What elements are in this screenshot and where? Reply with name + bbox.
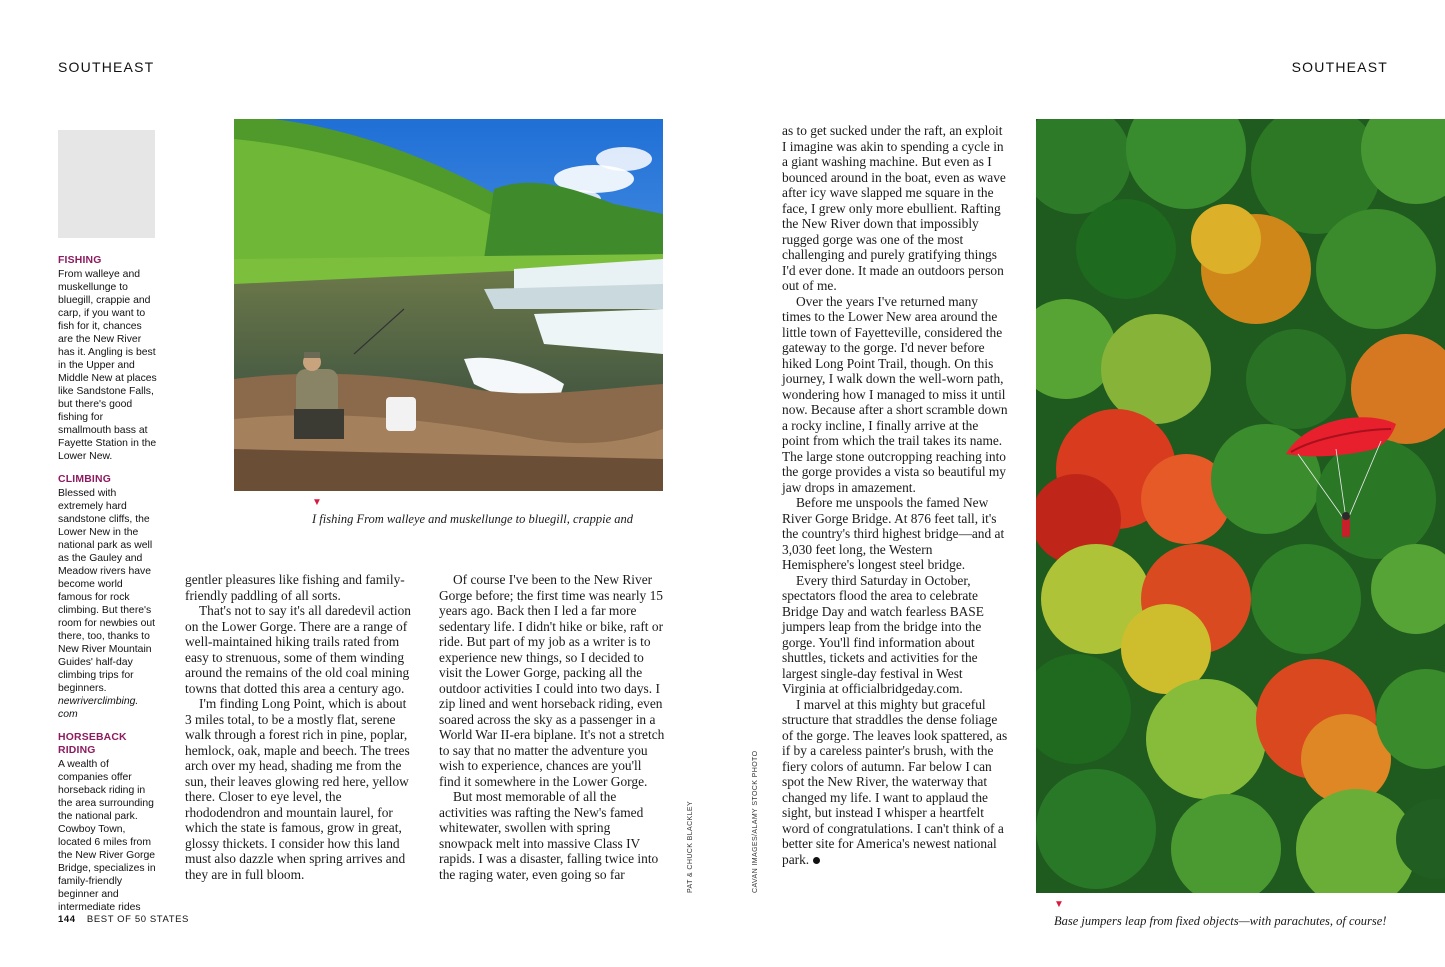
river-fishing-illustration [234, 119, 663, 491]
autumn-foliage-illustration [1036, 119, 1445, 893]
page-number: 144 [58, 914, 76, 925]
caption-marker-icon: ▼ [312, 497, 322, 508]
sidebar-heading-climbing: CLIMBING [58, 474, 111, 485]
article-paragraph: But most memorable of all the activities was rafting the New's famed whitewater, swollen with spring snowpack melt into massive Class IV rapids. I was a disaster, falling twice into the raging water, even going so far [439, 789, 659, 882]
right-photo-caption-text: Base jumpers leap from fixed objects—with parachutes, of course! [1054, 914, 1387, 928]
article-paragraph: Every third Saturday in October, spectators flood the area to celebrate Bridge Day and watch fearless BASE jumpers leap from the bridge into the gorge. You'll find information about shuttles, tickets and activities for the largest single-day festival in West Virginia at officialbridgeday.com. [782, 572, 984, 696]
article-paragraph: Before me unspools the famed New River Gorge Bridge. At 876 feet tall, it's the country's third highest bridge—and at 3,030 feet long, the Western Hemisphere's longest steel bridge. [782, 495, 1005, 572]
article-paragraph: gentler pleasures like fishing and family-friendly paddling of all sorts. [185, 572, 405, 603]
article-paragraph: as to get sucked under the raft, an exploit I imagine was akin to spending a cycle in a giant washing machine. But even as I bounced around in the boat, even as wave after icy wave slapped me square in the face, I grew only more ebullient. Rafting the New River down that impossibly rugged gorge was one of the most challenging and purely gratifying things I'd ever done. It made an outdoors person out of me. [782, 123, 1006, 293]
page-footer [58, 914, 189, 925]
article-column-2 [439, 572, 665, 882]
sidebar-heading-horseback: HORSEBACK RIDING [58, 732, 127, 756]
section-label-right: SOUTHEAST [1291, 59, 1388, 75]
article-paragraph: Over the years I've returned many times to the Lower New area around the little town of Fayetteville, considered the gateway to the gorge. I'd never before hiked Long Point Trail, though. On this journey, I walk down the well-worn path, wondering how I managed to miss it until now. Because after a short scramble down a rocky incline, I finally arrive at the point from which the trail takes its name. The large stone outcropping reaching into the gorge provides a vista so beautiful my jaw drops in amazement. [782, 293, 1008, 495]
base-jumper-foliage-photo [1036, 119, 1445, 893]
sidebar-text-climbing-block [58, 487, 158, 721]
right-photo-caption [1054, 899, 1404, 929]
article-paragraph-last-text: I marvel at this mighty but graceful structure that straddles the dense foliage of the gorge. The leaves look spattered, as if by a careless painter's brush, with the fiery colors of autumn. Far below I can spot the New River, the waterway that changed my life. I want to applaud the sight, but instead I whisper a heartfelt word of congratulations. I can't think of a better site for America's newest national park. [782, 696, 1008, 867]
sidebar-heading-fishing: FISHING [58, 255, 102, 266]
end-mark-icon [813, 857, 820, 864]
sidebar-text-horseback: A wealth of companies offer horseback riding in the area surrounding the national park. Cowboy Town, located 6 miles from the New River Gorge Bridge, specializes in family-friendly beginner and intermediate rides [58, 759, 156, 913]
sidebar-placeholder-box [58, 130, 155, 238]
river-fishing-photo [234, 119, 663, 491]
sidebar-link-climbing: newriverclimbing. com [58, 696, 139, 720]
article-column-1 [185, 572, 413, 882]
article-paragraph-last [782, 697, 1008, 868]
publication-name: BEST OF 50 STATES [86, 914, 189, 925]
activities-sidebar [58, 254, 158, 924]
section-label-left: SOUTHEAST [58, 59, 155, 75]
left-photo-caption-text: I fishing From walleye and muskellunge to bluegill, crappie and [312, 512, 634, 526]
article-paragraph: That's not to say it's all daredevil action on the Lower Gorge. There are a range of well-maintained hiking trails rated from easy to strenuous, some of them winding around the remains of the old coal mining towns that dotted this area a century ago. [185, 603, 411, 696]
sidebar-text-climbing: Blessed with extremely hard sandstone cliffs, the Lower New in the national park as well as the Gauley and Meadow rivers have become world famous for rock climbing. But there's room for newbies out there, too, thanks to New River Mountain Guides' half-day climbing trips for beginners. [58, 488, 156, 694]
article-paragraph: Of course I've been to the New River Gorge before; the first time was nearly 15 years ago. Back then I led a far more sedentary life. I didn't hike or bike, raft or ride. But part of my job as a writer is to experience new things, so I decided to visit the Lower Gorge, packing all the outdoor activities I could into two days. I zip lined and went horseback riding, even soared across the sky as a passenger in a World War II-era biplane. It's not a stretch to say that no matter the adventure you wish to experience, chances are you'll find it somewhere in the Lower Gorge. [439, 572, 665, 789]
photo-credit-right: CAVAN IMAGES/ALAMY STOCK PHOTO [752, 750, 759, 893]
caption-marker-icon: ▼ [1054, 899, 1064, 910]
sidebar-text-fishing: From walleye and muskellunge to bluegill, crappie and carp, if you want to fish for it, chances are the New River has it. Angling is best in the Upper and Middle New at places like Sandstone Falls, but there's good fishing for smallmouth bass at Fayette Station in the Lower New. [58, 269, 157, 462]
article-paragraph: I'm finding Long Point, which is about 3 miles total, to be a mostly flat, serene walk through a forest rich in pine, poplar, hemlock, oak, maple and beech. The trees arch over my head, shading me from the sun, their leaves glowing red here, yellow there. Closer to eye level, the rhododendron and mountain laurel, for which the state is famous, grow in great, glossy thickets. I consider how this land must also dazzle when spring arrives and they are in full bloom. [185, 696, 410, 882]
article-column-3 [782, 123, 1008, 867]
left-photo-caption [312, 497, 672, 527]
photo-credit-left: PAT & CHUCK BLACKLEY [687, 800, 694, 893]
